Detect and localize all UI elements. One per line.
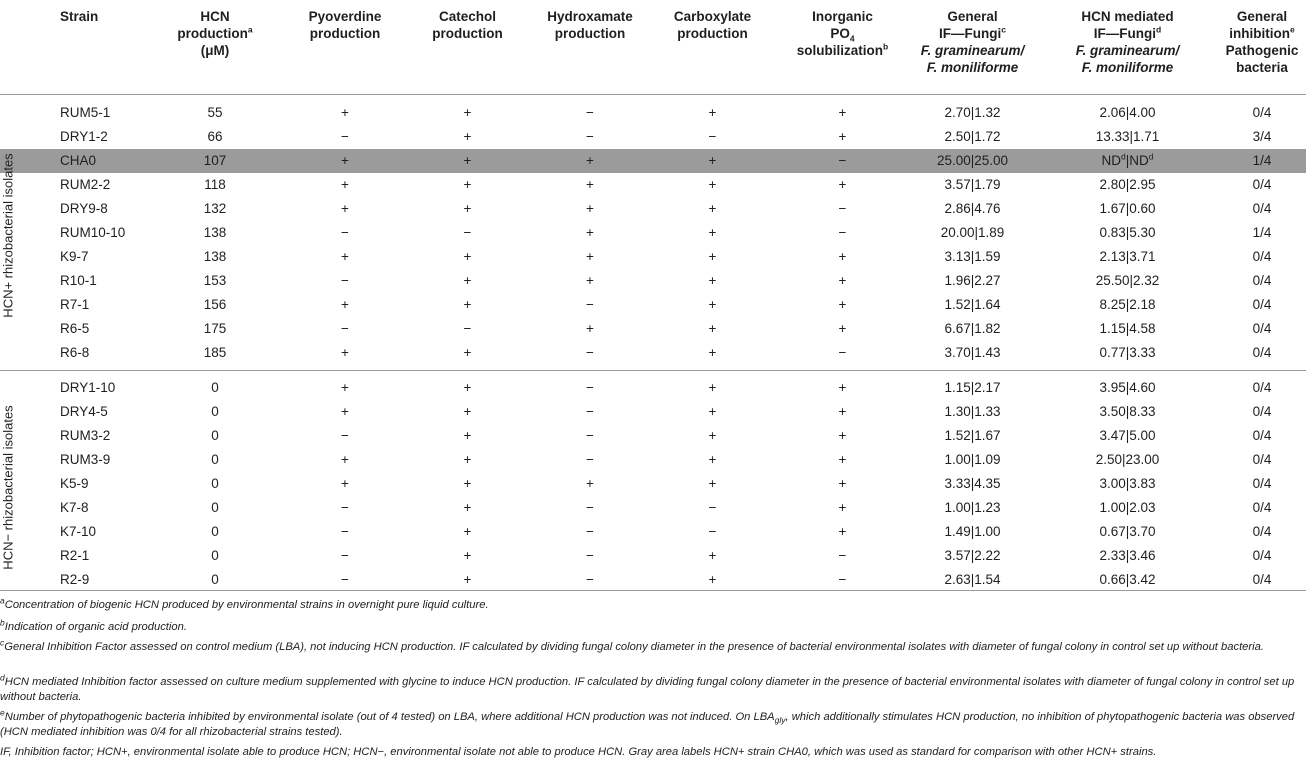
cell-pyoverdine: + (341, 153, 349, 168)
cell-catechol: + (463, 380, 472, 395)
cell-catechol: + (463, 404, 472, 419)
cell-general-inhibition: 0/4 (1252, 404, 1272, 419)
cell-strain: R2-1 (60, 548, 90, 563)
cell-hcn: 132 (203, 201, 227, 216)
cell-general-if: 1.00|1.23 (944, 500, 1001, 515)
cell-pyoverdine: − (341, 524, 349, 539)
cell-hcn-if: 1.00|2.03 (1099, 500, 1156, 515)
cell-hcn-if: 2.50|23.00 (1095, 452, 1160, 467)
cell-pyoverdine: − (341, 129, 349, 144)
table-row (0, 424, 1306, 448)
table-row (0, 448, 1306, 472)
cell-strain: R7-1 (60, 297, 90, 312)
cell-hcn-if: 13.33|1.71 (1095, 129, 1160, 144)
header-hcn-if: HCN mediated IF—Fungi$^d$ F. graminearum/ F. moniliforme (1075, 9, 1180, 75)
cell-inorganic-po4: + (838, 404, 847, 419)
cell-hydroxamate: − (586, 548, 594, 563)
cell-hydroxamate: − (586, 345, 594, 360)
cell-carboxylate: − (708, 500, 717, 515)
table-row (0, 496, 1306, 520)
cell-hcn: 107 (203, 153, 227, 168)
cell-general-inhibition: 0/4 (1252, 321, 1272, 336)
cell-inorganic-po4: + (838, 105, 847, 120)
cell-hcn: 185 (203, 345, 227, 360)
cell-catechol: + (463, 476, 472, 491)
cell-general-if: 20.00|1.89 (940, 225, 1005, 240)
cell-hydroxamate: − (586, 404, 594, 419)
cell-pyoverdine: + (341, 452, 349, 467)
footnote-if: IF, Inhibition factor; HCN+, environmental isolate able to produce HCN; HCN−, environmental isolate not able to produce HCN. Gray area labels HCN+ strain CHA0, which was used as standard for comparison with other HCN+ strains. (0, 746, 1157, 758)
cell-pyoverdine: − (341, 273, 349, 288)
cell-strain: K5-9 (60, 476, 89, 491)
cell-general-if: 1.00|1.09 (944, 452, 1001, 467)
cell-pyoverdine: − (341, 321, 349, 336)
cell-general-if: 3.57|2.22 (944, 548, 1001, 563)
cell-hydroxamate: + (586, 249, 594, 264)
cell-inorganic-po4: − (838, 572, 847, 587)
cell-hcn-if: 0.77|3.33 (1099, 345, 1156, 360)
cell-strain: DRY1-10 (60, 380, 116, 395)
cell-catechol: + (463, 177, 472, 192)
cell-general-if: 1.52|1.67 (944, 428, 1001, 443)
cell-hcn: 0 (211, 428, 219, 443)
cell-carboxylate: − (708, 524, 717, 539)
header-hcn: HCN production$^a$ (μM) (177, 9, 253, 58)
cell-carboxylate: + (708, 572, 717, 587)
cell-carboxylate: + (708, 380, 717, 395)
cell-catechol: + (463, 452, 472, 467)
cell-pyoverdine: + (341, 177, 349, 192)
cell-catechol: + (463, 524, 472, 539)
cell-inorganic-po4: − (838, 153, 847, 168)
cell-general-inhibition: 1/4 (1252, 225, 1272, 240)
cell-general-if: 3.13|1.59 (944, 249, 1001, 264)
cell-hcn: 66 (207, 129, 223, 144)
cell-strain: R2-9 (60, 572, 90, 587)
cell-inorganic-po4: − (838, 225, 847, 240)
cell-catechol: + (463, 548, 472, 563)
cell-hcn-if: 0.66|3.42 (1099, 572, 1156, 587)
cell-hcn-if: 3.00|3.83 (1099, 476, 1156, 491)
cell-pyoverdine: − (341, 225, 349, 240)
footnote-d: $^d$HCN mediated Inhibition factor assessed on culture medium supplemented with glycine to induce HCN production. IF calculated by dividing fungal colony diameter in the presence of bacterial environmental isolates with diameter of fungal colony in control set up without bacteria. (0, 672, 1295, 703)
group-label-hcn-minus: HCN− rhizobacterial isolates (0, 405, 16, 570)
table-row (0, 341, 1306, 365)
cell-carboxylate: + (708, 476, 717, 491)
cell-hcn: 0 (211, 524, 219, 539)
cell-general-inhibition: 0/4 (1252, 428, 1272, 443)
header-divider (0, 94, 1306, 95)
cell-carboxylate: + (708, 321, 717, 336)
cell-general-if: 2.86|4.76 (944, 201, 1001, 216)
table-row (0, 317, 1306, 341)
cell-pyoverdine: + (341, 297, 349, 312)
cell-strain: DRY9-8 (60, 201, 108, 216)
cell-hydroxamate: − (586, 524, 594, 539)
cell-general-inhibition: 0/4 (1252, 273, 1272, 288)
cell-inorganic-po4: + (838, 249, 847, 264)
header-hydroxamate: Hydroxamate production (547, 9, 633, 41)
cell-hcn-if: 3.50|8.33 (1099, 404, 1156, 419)
cell-hcn-if: 3.47|5.00 (1099, 428, 1156, 443)
cell-pyoverdine: − (341, 500, 349, 515)
cell-inorganic-po4: + (838, 524, 847, 539)
cell-pyoverdine: − (341, 572, 349, 587)
cell-hcn-if: 2.13|3.71 (1099, 249, 1156, 264)
cell-carboxylate: + (708, 249, 717, 264)
cell-hcn: 0 (211, 404, 219, 419)
cell-inorganic-po4: + (838, 273, 847, 288)
cell-general-if: 3.33|4.35 (944, 476, 1001, 491)
cell-hydroxamate: + (586, 177, 594, 192)
cell-hcn: 138 (203, 249, 227, 264)
cell-strain: K7-10 (60, 524, 97, 539)
cell-carboxylate: + (708, 345, 717, 360)
cell-hydroxamate: − (586, 572, 594, 587)
cell-hcn: 0 (211, 548, 219, 563)
table-row (0, 101, 1306, 125)
cell-hcn: 0 (211, 380, 219, 395)
cell-strain: RUM5-1 (60, 105, 111, 120)
cell-carboxylate: + (708, 428, 717, 443)
cell-strain: R10-1 (60, 273, 97, 288)
cell-catechol: + (463, 249, 472, 264)
cell-pyoverdine: + (341, 201, 349, 216)
cell-general-if: 1.30|1.33 (944, 404, 1001, 419)
table-bottom-rule (0, 590, 1306, 591)
cell-catechol: + (463, 428, 472, 443)
cell-inorganic-po4: + (838, 129, 847, 144)
cell-hcn: 0 (211, 452, 219, 467)
cell-hcn-if: 0.83|5.30 (1099, 225, 1156, 240)
cell-pyoverdine: + (341, 404, 349, 419)
cell-hydroxamate: + (586, 273, 594, 288)
header-strain: Strain (60, 9, 99, 24)
cell-strain: RUM3-2 (60, 428, 111, 443)
cell-catechol: + (463, 572, 472, 587)
cell-hcn-if: 25.50|2.32 (1095, 273, 1160, 288)
cell-inorganic-po4: + (838, 380, 847, 395)
header-general-if: General IF—Fungi$^c$ F. graminearum/ F. moniliforme (920, 9, 1025, 75)
cell-carboxylate: − (708, 129, 717, 144)
cell-general-if: 2.63|1.54 (944, 572, 1001, 587)
cell-carboxylate: + (708, 273, 717, 288)
table-row (0, 149, 1306, 173)
cell-catechol: + (463, 129, 472, 144)
cell-carboxylate: + (708, 105, 717, 120)
cell-catechol: + (463, 105, 472, 120)
cell-hcn: 156 (203, 297, 227, 312)
cell-carboxylate: + (708, 225, 717, 240)
cell-hydroxamate: + (586, 201, 594, 216)
cell-pyoverdine: + (341, 345, 349, 360)
header-catechol: Catechol production (432, 9, 503, 41)
cell-general-if: 1.49|1.00 (944, 524, 1001, 539)
cell-hcn-if: 3.95|4.60 (1099, 380, 1156, 395)
cell-catechol: + (463, 297, 472, 312)
cell-catechol: + (463, 201, 472, 216)
table-row (0, 400, 1306, 424)
cell-general-if: 3.57|1.79 (944, 177, 1001, 192)
cell-general-if: 6.67|1.82 (944, 321, 1001, 336)
cell-hcn-if: 1.15|4.58 (1099, 321, 1156, 336)
cell-strain: R6-5 (60, 321, 90, 336)
table-row (0, 544, 1306, 568)
table-row (0, 173, 1306, 197)
cell-pyoverdine: − (341, 428, 349, 443)
table-row (0, 125, 1306, 149)
cell-general-if: 1.96|2.27 (944, 273, 1001, 288)
cell-carboxylate: + (708, 177, 717, 192)
cell-carboxylate: + (708, 201, 717, 216)
table-row (0, 293, 1306, 317)
cell-general-if: 1.15|2.17 (944, 380, 1001, 395)
cell-general-if: 2.50|1.72 (944, 129, 1001, 144)
cell-hydroxamate: + (586, 225, 594, 240)
cell-general-inhibition: 0/4 (1252, 452, 1272, 467)
cell-strain: RUM3-9 (60, 452, 111, 467)
cell-catechol: + (463, 153, 472, 168)
cell-pyoverdine: + (341, 476, 349, 491)
footnote-c: $^c$General Inhibition Factor assessed on control medium (LBA), not inducing HCN production. IF calculated by dividing fungal colony diameter in the presence of bacterial environmental isolates with diameter of fungal colony in control set up without bacteria. (0, 637, 1264, 653)
cell-hydroxamate: + (586, 321, 594, 336)
footnote-b: $^b$Indication of organic acid production. (0, 617, 187, 633)
cell-inorganic-po4: − (838, 201, 847, 216)
cell-hcn-if: 8.25|2.18 (1099, 297, 1156, 312)
table-row (0, 197, 1306, 221)
cell-catechol: + (463, 500, 472, 515)
cell-inorganic-po4: + (838, 177, 847, 192)
cell-inorganic-po4: + (838, 500, 847, 515)
cell-carboxylate: + (708, 297, 717, 312)
table-row (0, 568, 1306, 592)
cell-general-inhibition: 0/4 (1252, 297, 1272, 312)
footnote-a: $^a$Concentration of biogenic HCN produced by environmental strains in overnight pure liquid culture. (0, 595, 489, 611)
cell-inorganic-po4: − (838, 548, 847, 563)
cell-general-inhibition: 3/4 (1252, 129, 1272, 144)
cell-hcn: 55 (207, 105, 223, 120)
table-row (0, 520, 1306, 544)
cell-hcn-if: 2.80|2.95 (1099, 177, 1156, 192)
cell-hcn: 138 (203, 225, 227, 240)
cell-strain: DRY4-5 (60, 404, 108, 419)
cell-general-inhibition: 0/4 (1252, 201, 1272, 216)
table-row (0, 245, 1306, 269)
cell-hcn: 153 (203, 273, 227, 288)
cell-general-inhibition: 0/4 (1252, 177, 1272, 192)
cell-general-inhibition: 0/4 (1252, 572, 1272, 587)
cell-carboxylate: + (708, 548, 717, 563)
cell-general-inhibition: 0/4 (1252, 524, 1272, 539)
cell-general-if: 25.00|25.00 (936, 153, 1009, 168)
table-row (0, 269, 1306, 293)
cell-hcn: 118 (204, 177, 226, 192)
cell-hydroxamate: − (586, 105, 594, 120)
cell-hydroxamate: − (586, 428, 594, 443)
cell-catechol: − (463, 225, 472, 240)
cell-hcn: 0 (211, 500, 219, 515)
cell-pyoverdine: + (341, 105, 349, 120)
cell-hydroxamate: − (586, 297, 594, 312)
cell-hydroxamate: − (586, 380, 594, 395)
cell-inorganic-po4: + (838, 476, 847, 491)
cell-strain: K9-7 (60, 249, 89, 264)
cell-hcn-if: $ND^d|ND^d$ (1101, 151, 1154, 168)
cell-catechol: + (463, 345, 472, 360)
cell-general-inhibition: 0/4 (1252, 500, 1272, 515)
cell-hydroxamate: + (586, 153, 594, 168)
cell-hcn: 0 (211, 572, 219, 587)
header-general-inhibition: General inhibition$^e$ Pathogenic bacteria (1225, 9, 1299, 75)
cell-hcn-if: 2.33|3.46 (1099, 548, 1156, 563)
cell-inorganic-po4: − (838, 345, 847, 360)
cell-general-inhibition: 0/4 (1252, 380, 1272, 395)
cell-hcn-if: 1.67|0.60 (1099, 201, 1156, 216)
table-row (0, 376, 1306, 400)
cell-hydroxamate: − (586, 500, 594, 515)
cell-inorganic-po4: + (838, 297, 847, 312)
table-row (0, 221, 1306, 245)
header-inorganic-po4: Inorganic $PO_4$ solubilization$^b$ (796, 9, 889, 58)
cell-inorganic-po4: + (838, 321, 847, 336)
cell-general-inhibition: 0/4 (1252, 476, 1272, 491)
cell-general-if: 2.70|1.32 (944, 105, 1001, 120)
footnote-e: $^e$Number of phytopathogenic bacteria inhibited by environmental isolate (out of 4 tested) on LBA, where additional HCN production was not induced. On $LBA_{gly}$, which additionally stimulates HCN production, no inhibition of phytopathogenic bacteria was observed (HCN mediated inhibition was 0/4 for all rhizobacterial strains tested). (0, 707, 1295, 738)
cell-hcn-if: 2.06|4.00 (1099, 105, 1156, 120)
header-carboxylate: Carboxylate production (673, 9, 752, 41)
cell-general-inhibition: 1/4 (1252, 153, 1272, 168)
cell-hydroxamate: − (586, 129, 594, 144)
cell-hydroxamate: + (586, 476, 594, 491)
group-label-hcn-plus: HCN+ rhizobacterial isolates (0, 153, 16, 318)
cell-general-if: 3.70|1.43 (944, 345, 1001, 360)
cell-pyoverdine: + (341, 380, 349, 395)
cell-general-inhibition: 0/4 (1252, 105, 1272, 120)
cell-catechol: + (463, 273, 472, 288)
cell-strain: K7-8 (60, 500, 89, 515)
cell-carboxylate: + (708, 404, 717, 419)
cell-hcn-if: 0.67|3.70 (1099, 524, 1156, 539)
cell-general-if: 1.52|1.64 (944, 297, 1001, 312)
group-divider (0, 370, 1306, 371)
cell-inorganic-po4: + (838, 428, 847, 443)
cell-inorganic-po4: + (838, 452, 847, 467)
cell-strain: CHA0 (60, 153, 97, 168)
cell-pyoverdine: + (341, 249, 349, 264)
cell-strain: DRY1-2 (60, 129, 108, 144)
cell-strain: RUM10-10 (60, 225, 126, 240)
cell-hcn: 175 (203, 321, 227, 336)
cell-strain: R6-8 (60, 345, 90, 360)
cell-general-inhibition: 0/4 (1252, 548, 1272, 563)
cell-general-inhibition: 0/4 (1252, 345, 1272, 360)
cell-carboxylate: + (708, 153, 717, 168)
cell-hcn: 0 (211, 476, 219, 491)
cell-general-inhibition: 0/4 (1252, 249, 1272, 264)
cell-catechol: − (463, 321, 472, 336)
cell-carboxylate: + (708, 452, 717, 467)
table-row (0, 472, 1306, 496)
cell-hydroxamate: − (586, 452, 594, 467)
cell-strain: RUM2-2 (60, 177, 111, 192)
header-pyoverdine: Pyoverdine production (308, 9, 382, 41)
cell-pyoverdine: − (341, 548, 349, 563)
